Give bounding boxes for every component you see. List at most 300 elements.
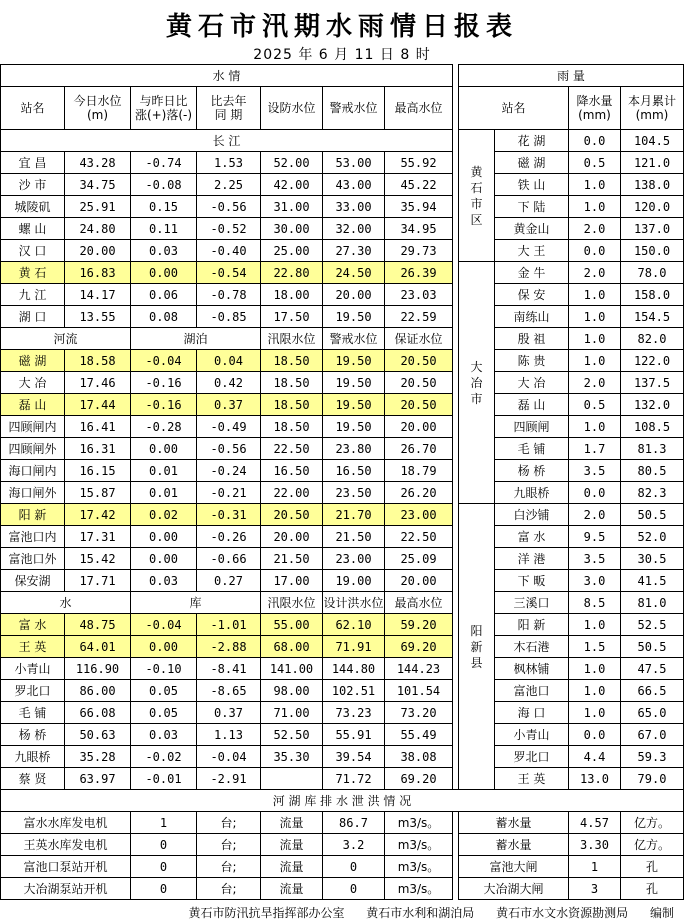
rain-month-total: 47.5 — [621, 658, 684, 680]
discharge-flow: 0 — [323, 856, 385, 878]
station-name: 杨 桥 — [1, 724, 65, 746]
rain-amount: 0.5 — [569, 152, 621, 174]
level-diff: -0.01 — [131, 768, 197, 790]
level-col5: 43.00 — [323, 174, 385, 196]
gap-cell — [453, 372, 459, 394]
water-level: 13.55 — [65, 306, 131, 328]
discharge-store: 3.30 — [569, 834, 621, 856]
discharge-unit: 台; — [197, 856, 261, 878]
rain-amount: 1.0 — [569, 196, 621, 218]
level-col4: 42.00 — [261, 174, 323, 196]
rain-station-name: 南练山 — [495, 306, 569, 328]
gap-cell — [453, 306, 459, 328]
reservoir-header-design: 设计洪水位 — [323, 592, 385, 614]
station-name: 四顾闸内 — [1, 416, 65, 438]
discharge-name: 大冶湖泵站开机 — [1, 878, 131, 900]
rain-month-total: 137.5 — [621, 372, 684, 394]
rain-month-total: 158.0 — [621, 284, 684, 306]
rain-amount: 1.0 — [569, 614, 621, 636]
level-col6: 23.03 — [385, 284, 453, 306]
level-col6: 20.00 — [385, 570, 453, 592]
level-col6: 34.95 — [385, 218, 453, 240]
level-col6: 26.70 — [385, 438, 453, 460]
level-diff: 0.03 — [131, 240, 197, 262]
rain-month-total: 150.0 — [621, 240, 684, 262]
water-header-2: 与昨日比 涨(+)落(-) — [131, 87, 197, 130]
level-diff: -0.02 — [131, 746, 197, 768]
discharge-unit: 台; — [197, 812, 261, 834]
level-diff: -0.04 — [131, 614, 197, 636]
level-yoy: -0.24 — [197, 460, 261, 482]
level-yoy: 1.53 — [197, 152, 261, 174]
rain-amount: 1.0 — [569, 174, 621, 196]
level-diff: 0.01 — [131, 460, 197, 482]
level-yoy: -8.41 — [197, 658, 261, 680]
level-col4: 17.00 — [261, 570, 323, 592]
rain-district-1: 大 冶 市 — [459, 262, 495, 504]
footer-org-3: 黄石市水文水资源勘测局 — [496, 906, 629, 920]
level-col6: 18.79 — [385, 460, 453, 482]
level-col5: 19.50 — [323, 306, 385, 328]
level-diff: -0.74 — [131, 152, 197, 174]
water-level: 16.15 — [65, 460, 131, 482]
level-yoy: 0.04 — [197, 350, 261, 372]
rain-month-total: 79.0 — [621, 768, 684, 790]
rain-month-total: 80.5 — [621, 460, 684, 482]
level-col4: 98.00 — [261, 680, 323, 702]
rain-month-total: 66.5 — [621, 680, 684, 702]
level-col5: 19.50 — [323, 394, 385, 416]
station-name: 宜 昌 — [1, 152, 65, 174]
level-col6: 26.39 — [385, 262, 453, 284]
level-col4: 20.00 — [261, 526, 323, 548]
station-name: 沙 市 — [1, 174, 65, 196]
level-yoy: -0.78 — [197, 284, 261, 306]
discharge-flow-unit: m3/s。 — [385, 856, 453, 878]
level-yoy: 0.42 — [197, 372, 261, 394]
gap-cell — [453, 328, 459, 350]
level-col6: 144.23 — [385, 658, 453, 680]
level-yoy: -0.31 — [197, 504, 261, 526]
rain-amount: 1.0 — [569, 658, 621, 680]
level-col5: 39.54 — [323, 746, 385, 768]
level-col5: 21.50 — [323, 526, 385, 548]
footer-compiled: 编制 — [649, 906, 674, 920]
level-col4: 141.00 — [261, 658, 323, 680]
reservoir-header-water: 水 — [1, 592, 131, 614]
lakes-header-lake: 湖泊 — [131, 328, 261, 350]
level-col6: 69.20 — [385, 768, 453, 790]
rain-month-total: 67.0 — [621, 724, 684, 746]
rain-station-name: 铁 山 — [495, 174, 569, 196]
level-diff: -0.04 — [131, 350, 197, 372]
discharge-flow-label: 流量 — [261, 834, 323, 856]
level-col4: 55.00 — [261, 614, 323, 636]
level-diff: 0.02 — [131, 504, 197, 526]
level-diff: 0.01 — [131, 482, 197, 504]
level-col5: 24.50 — [323, 262, 385, 284]
gap-cell — [453, 240, 459, 262]
report-date: 2025 年 6 月 11 日 8 时 — [253, 47, 431, 63]
level-col5: 23.80 — [323, 438, 385, 460]
reservoir-header-max: 最高水位 — [385, 592, 453, 614]
report-footer — [0, 904, 674, 921]
gap-cell — [453, 768, 459, 790]
rain-amount: 1.0 — [569, 328, 621, 350]
level-col5: 23.50 — [323, 482, 385, 504]
rain-station-name: 大 冶 — [495, 372, 569, 394]
water-level: 20.00 — [65, 240, 131, 262]
discharge-flow-unit: m3/s。 — [385, 878, 453, 900]
water-level: 43.28 — [65, 152, 131, 174]
water-header-3: 比去年 同 期 — [197, 87, 261, 130]
discharge-flow-unit: m3/s。 — [385, 834, 453, 856]
station-name: 大 冶 — [1, 372, 65, 394]
rain-amount: 2.0 — [569, 262, 621, 284]
rain-month-total: 120.0 — [621, 196, 684, 218]
water-level: 86.00 — [65, 680, 131, 702]
discharge-heading: 河 湖 库 排 水 泄 洪 情 况 — [1, 790, 684, 812]
rain-station-name: 罗北口 — [495, 746, 569, 768]
water-level: 14.17 — [65, 284, 131, 306]
level-diff: 0.15 — [131, 196, 197, 218]
rain-month-total: 52.5 — [621, 614, 684, 636]
footer-org-1: 黄石市防汛抗旱指挥部办公室 — [188, 906, 345, 920]
rain-month-total: 132.0 — [621, 394, 684, 416]
level-col4: 31.00 — [261, 196, 323, 218]
rain-station-name: 富池口 — [495, 680, 569, 702]
station-name: 富 水 — [1, 614, 65, 636]
level-col4: 22.50 — [261, 438, 323, 460]
water-level: 34.75 — [65, 174, 131, 196]
level-col5: 19.00 — [323, 570, 385, 592]
rain-amount: 3.0 — [569, 570, 621, 592]
level-col5: 102.51 — [323, 680, 385, 702]
discharge-store: 3 — [569, 878, 621, 900]
level-col6: 29.73 — [385, 240, 453, 262]
level-col4: 18.00 — [261, 284, 323, 306]
discharge-flow-label: 流量 — [261, 878, 323, 900]
rain-amount: 1.5 — [569, 636, 621, 658]
water-header-0: 站名 — [1, 87, 65, 130]
level-col5: 71.72 — [323, 768, 385, 790]
level-col6: 38.08 — [385, 746, 453, 768]
rain-amount: 0.0 — [569, 240, 621, 262]
rain-amount: 1.0 — [569, 350, 621, 372]
water-level: 17.46 — [65, 372, 131, 394]
level-yoy: 2.25 — [197, 174, 261, 196]
station-name: 湖 口 — [1, 306, 65, 328]
changjiang-label: 长 江 — [1, 130, 453, 152]
rain-station-name: 花 湖 — [495, 130, 569, 152]
rain-station-name: 洋 港 — [495, 548, 569, 570]
gap-cell — [453, 636, 459, 658]
water-header-1: 今日水位 (m) — [65, 87, 131, 130]
level-col6: 20.50 — [385, 394, 453, 416]
lakes-header-warn: 警戒水位 — [323, 328, 385, 350]
rain-month-total: 122.0 — [621, 350, 684, 372]
gap-cell — [453, 548, 459, 570]
rain-station-name: 磁 湖 — [495, 152, 569, 174]
rain-station-name: 小青山 — [495, 724, 569, 746]
level-col6: 25.09 — [385, 548, 453, 570]
rain-month-total: 108.5 — [621, 416, 684, 438]
gap-cell — [453, 746, 459, 768]
discharge-flow: 0 — [323, 878, 385, 900]
station-name: 罗北口 — [1, 680, 65, 702]
discharge-store: 1 — [569, 856, 621, 878]
level-col6: 73.20 — [385, 702, 453, 724]
level-col6: 55.49 — [385, 724, 453, 746]
discharge-unit: 台; — [197, 834, 261, 856]
rain-station-name: 富 水 — [495, 526, 569, 548]
gap-cell — [453, 724, 459, 746]
level-col4: 25.00 — [261, 240, 323, 262]
discharge-name: 富水水库发电机 — [1, 812, 131, 834]
level-col5: 19.50 — [323, 350, 385, 372]
rain-station-name: 四顾闸 — [495, 416, 569, 438]
level-yoy: -0.04 — [197, 746, 261, 768]
level-yoy: 0.27 — [197, 570, 261, 592]
rain-amount: 0.0 — [569, 130, 621, 152]
reservoir-header-limit: 汛限水位 — [261, 592, 323, 614]
station-name: 海口闸内 — [1, 460, 65, 482]
rain-station-name: 白沙铺 — [495, 504, 569, 526]
rain-month-total: 137.0 — [621, 218, 684, 240]
rain-station-name: 保 安 — [495, 284, 569, 306]
level-yoy: -0.54 — [197, 262, 261, 284]
discharge-count: 0 — [131, 878, 197, 900]
level-col5: 32.00 — [323, 218, 385, 240]
water-level: 15.42 — [65, 548, 131, 570]
level-yoy: -0.56 — [197, 438, 261, 460]
level-col5: 27.30 — [323, 240, 385, 262]
reservoir-header-res: 库 — [131, 592, 261, 614]
station-name: 螺 山 — [1, 218, 65, 240]
discharge-store-label: 蓄水量 — [459, 812, 569, 834]
gap-cell — [453, 702, 459, 724]
rain-month-total: 138.0 — [621, 174, 684, 196]
water-level: 17.44 — [65, 394, 131, 416]
level-yoy: -0.66 — [197, 548, 261, 570]
rain-station-name: 毛 铺 — [495, 438, 569, 460]
level-col6: 20.50 — [385, 350, 453, 372]
discharge-count: 0 — [131, 834, 197, 856]
level-yoy: -0.40 — [197, 240, 261, 262]
discharge-store-unit: 孔 — [621, 856, 684, 878]
station-name: 富池口内 — [1, 526, 65, 548]
level-col5: 53.00 — [323, 152, 385, 174]
level-col4: 18.50 — [261, 416, 323, 438]
gap-cell — [453, 438, 459, 460]
level-yoy: -8.65 — [197, 680, 261, 702]
water-level: 18.58 — [65, 350, 131, 372]
level-yoy: 0.37 — [197, 702, 261, 724]
report-title: 黄石市汛期水雨情日报表 — [165, 12, 518, 42]
level-col4: 18.50 — [261, 394, 323, 416]
lakes-header-river: 河流 — [1, 328, 131, 350]
level-yoy: -2.91 — [197, 768, 261, 790]
rain-month-total: 82.0 — [621, 328, 684, 350]
rain-amount: 3.5 — [569, 460, 621, 482]
level-col4: 21.50 — [261, 548, 323, 570]
rain-amount: 9.5 — [569, 526, 621, 548]
level-col5: 16.50 — [323, 460, 385, 482]
level-diff: 0.06 — [131, 284, 197, 306]
lakes-header-limit: 汛限水位 — [261, 328, 323, 350]
discharge-store-unit: 孔 — [621, 878, 684, 900]
station-name: 磁 湖 — [1, 350, 65, 372]
rain-station-name: 阳 新 — [495, 614, 569, 636]
rain-month-total: 81.0 — [621, 592, 684, 614]
rain-month-total: 78.0 — [621, 262, 684, 284]
rain-header-month: 本月累计 (mm) — [621, 87, 684, 130]
water-header-6: 最高水位 — [385, 87, 453, 130]
gap-cell — [453, 350, 459, 372]
level-col5: 19.50 — [323, 372, 385, 394]
rain-month-total: 81.3 — [621, 438, 684, 460]
rain-station-name: 王 英 — [495, 768, 569, 790]
footer-org-2: 黄石市水利和湖泊局 — [366, 906, 475, 920]
gap-cell — [453, 394, 459, 416]
level-col4: 68.00 — [261, 636, 323, 658]
level-col5: 55.91 — [323, 724, 385, 746]
water-header-4: 设防水位 — [261, 87, 323, 130]
station-name: 阳 新 — [1, 504, 65, 526]
level-col4: 20.50 — [261, 504, 323, 526]
rain-header-station: 站名 — [459, 87, 569, 130]
rain-month-total: 59.3 — [621, 746, 684, 768]
rain-station-name: 海 口 — [495, 702, 569, 724]
level-yoy: -0.85 — [197, 306, 261, 328]
water-level: 48.75 — [65, 614, 131, 636]
station-name: 小青山 — [1, 658, 65, 680]
gap-cell — [453, 570, 459, 592]
rain-station-name: 陈 贵 — [495, 350, 569, 372]
rain-station-name: 金 牛 — [495, 262, 569, 284]
station-name: 王 英 — [1, 636, 65, 658]
level-col6: 69.20 — [385, 636, 453, 658]
level-diff: 0.00 — [131, 262, 197, 284]
water-level: 63.97 — [65, 768, 131, 790]
gap-cell — [453, 196, 459, 218]
gap-cell — [453, 174, 459, 196]
gap-cell — [453, 592, 459, 614]
level-col5: 62.10 — [323, 614, 385, 636]
level-col6: 22.59 — [385, 306, 453, 328]
level-col5: 19.50 — [323, 416, 385, 438]
rain-station-name: 下 畈 — [495, 570, 569, 592]
level-col6: 26.20 — [385, 482, 453, 504]
level-col6: 35.94 — [385, 196, 453, 218]
level-col4: 30.00 — [261, 218, 323, 240]
discharge-store-label: 大冶湖大闸 — [459, 878, 569, 900]
rain-district-2: 阳 新 县 — [459, 504, 495, 790]
water-level: 66.08 — [65, 702, 131, 724]
station-name: 汉 口 — [1, 240, 65, 262]
rain-amount: 0.0 — [569, 724, 621, 746]
lakes-header-guarantee: 保证水位 — [385, 328, 453, 350]
rain-station-name: 磊 山 — [495, 394, 569, 416]
level-diff: -0.16 — [131, 372, 197, 394]
level-diff: 0.00 — [131, 438, 197, 460]
gap-cell — [453, 526, 459, 548]
station-name: 城陵矶 — [1, 196, 65, 218]
rain-header-amount: 降水量 (mm) — [569, 87, 621, 130]
level-col4: 52.50 — [261, 724, 323, 746]
level-diff: 0.05 — [131, 702, 197, 724]
discharge-name: 王英水库发电机 — [1, 834, 131, 856]
water-level: 17.31 — [65, 526, 131, 548]
level-diff: -0.16 — [131, 394, 197, 416]
rain-month-total: 154.5 — [621, 306, 684, 328]
rain-month-total: 82.3 — [621, 482, 684, 504]
level-col6: 101.54 — [385, 680, 453, 702]
level-col4: 18.50 — [261, 372, 323, 394]
discharge-unit: 台; — [197, 878, 261, 900]
level-col4: 16.50 — [261, 460, 323, 482]
station-name: 九眼桥 — [1, 746, 65, 768]
water-header-5: 警戒水位 — [323, 87, 385, 130]
level-col4: 18.50 — [261, 350, 323, 372]
level-yoy: -0.21 — [197, 482, 261, 504]
level-col4: 22.00 — [261, 482, 323, 504]
station-name: 蔡 贤 — [1, 768, 65, 790]
rain-station-name: 黄金山 — [495, 218, 569, 240]
rain-amount: 2.0 — [569, 218, 621, 240]
station-name: 黄 石 — [1, 262, 65, 284]
level-col6: 55.92 — [385, 152, 453, 174]
level-diff: 0.03 — [131, 724, 197, 746]
discharge-store-label: 蓄水量 — [459, 834, 569, 856]
water-level: 15.87 — [65, 482, 131, 504]
rain-amount: 1.0 — [569, 284, 621, 306]
discharge-store-label: 富池大闸 — [459, 856, 569, 878]
level-yoy: 0.37 — [197, 394, 261, 416]
level-yoy: -0.56 — [197, 196, 261, 218]
discharge-store-unit: 亿方。 — [621, 834, 684, 856]
level-diff: 0.00 — [131, 548, 197, 570]
rain-amount: 0.0 — [569, 482, 621, 504]
level-col6: 59.20 — [385, 614, 453, 636]
rain-amount: 1.7 — [569, 438, 621, 460]
discharge-flow: 86.7 — [323, 812, 385, 834]
discharge-store: 4.57 — [569, 812, 621, 834]
station-name: 海口闸外 — [1, 482, 65, 504]
rain-amount: 1.0 — [569, 702, 621, 724]
station-name: 富池口外 — [1, 548, 65, 570]
rain-month-total: 121.0 — [621, 152, 684, 174]
gap-cell — [453, 416, 459, 438]
level-col4 — [261, 768, 323, 790]
water-level: 16.83 — [65, 262, 131, 284]
rain-amount: 1.0 — [569, 680, 621, 702]
station-name: 磊 山 — [1, 394, 65, 416]
water-level: 50.63 — [65, 724, 131, 746]
level-col6: 20.50 — [385, 372, 453, 394]
rain-station-name: 杨 桥 — [495, 460, 569, 482]
level-diff: 0.08 — [131, 306, 197, 328]
level-col6: 23.00 — [385, 504, 453, 526]
gap-cell — [453, 680, 459, 702]
discharge-flow: 3.2 — [323, 834, 385, 856]
level-diff: -0.08 — [131, 174, 197, 196]
discharge-flow-label: 流量 — [261, 856, 323, 878]
level-yoy: -0.52 — [197, 218, 261, 240]
station-name: 毛 铺 — [1, 702, 65, 724]
discharge-count: 0 — [131, 856, 197, 878]
station-name: 九 江 — [1, 284, 65, 306]
